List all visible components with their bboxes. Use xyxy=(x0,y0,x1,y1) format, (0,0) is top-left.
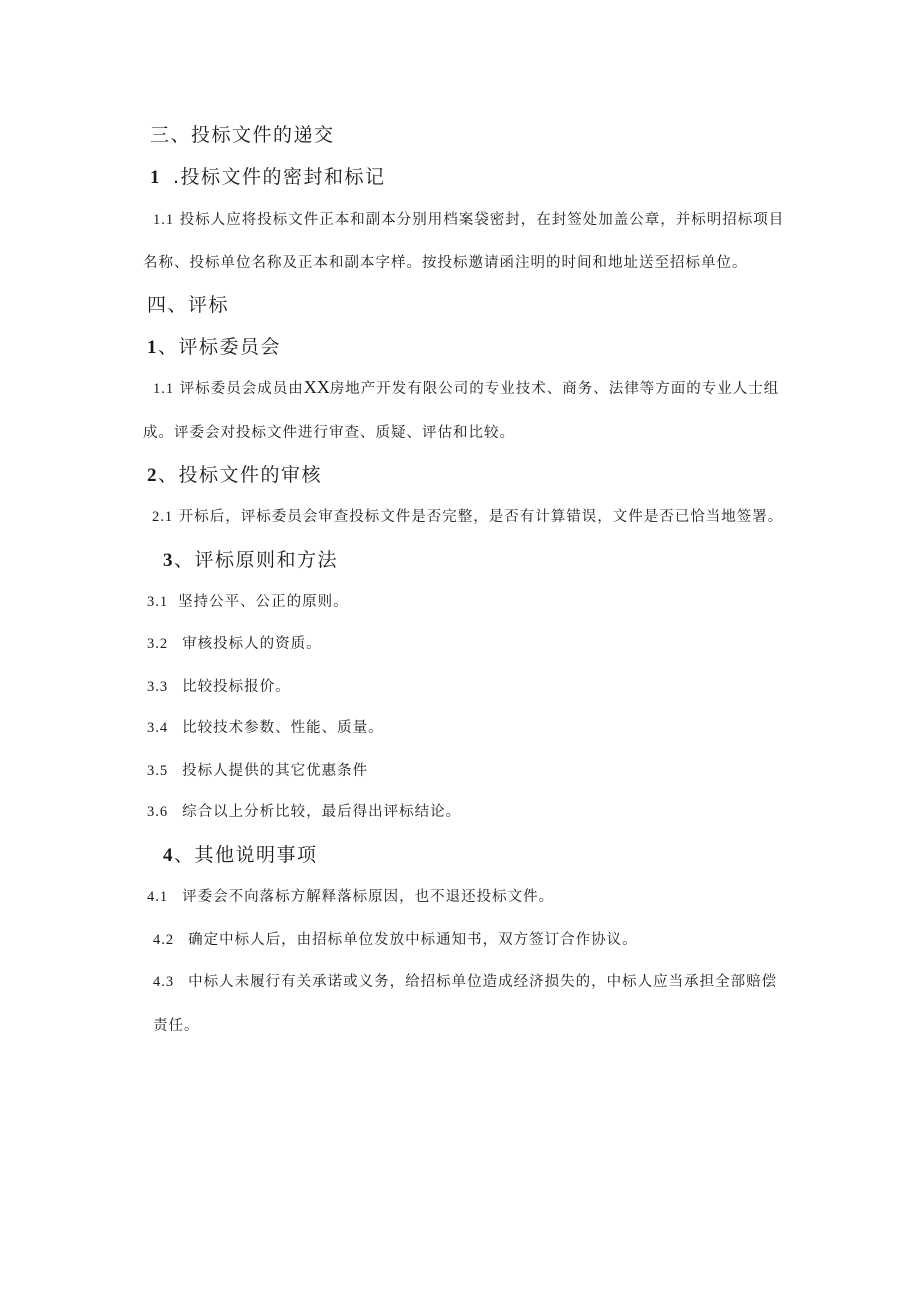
list-item-number: 3.1 xyxy=(147,594,169,610)
subsection-4-4-heading xyxy=(163,840,318,867)
list-item-text: 确定中标人后，由招标单位发放中标通知书，双方签订合作协议。 xyxy=(188,932,638,948)
subsection-4-1-number: 1 xyxy=(147,337,158,358)
list-item-number: 3.3 xyxy=(147,679,169,695)
subsection-4-4-number: 4 xyxy=(163,845,174,866)
list-item-3-1 xyxy=(147,590,349,611)
list-item-text: 投标人提供的其它优惠条件 xyxy=(182,763,369,779)
list-item-4-2 xyxy=(153,928,638,949)
list-item-number: 3.4 xyxy=(147,720,169,736)
list-item-number: 3.6 xyxy=(147,804,169,820)
subsection-4-3-heading xyxy=(163,545,338,572)
paragraph-4-2-1 xyxy=(152,505,783,526)
list-item-text: 比较技术参数、性能、质量。 xyxy=(182,720,384,736)
subsection-4-1-heading xyxy=(147,332,281,359)
subsection-3-1-heading xyxy=(150,162,386,189)
paragraph-4-1-1-number: 1.1 xyxy=(153,381,175,397)
subsection-4-2-number: 2 xyxy=(147,465,158,486)
list-item-text: 综合以上分析比较，最后得出评标结论。 xyxy=(182,804,462,820)
paragraph-4-1-1-text-a: 评标委员会成员由 xyxy=(179,381,304,397)
subsection-3-1-title: .投标文件的密封和标记 xyxy=(173,166,386,188)
paragraph-4-1-1-line-2: 成。评委会对投标文件进行审查、质疑、评估和比较。 xyxy=(143,425,515,441)
list-item-4-1 xyxy=(147,885,554,906)
section-3-title: 三、投标文件的递交 xyxy=(150,124,335,146)
paragraph-4-2-1-text: 开标后，评标委员会审查投标文件是否完整，是否有计算错误，文件是否已恰当地签署。 xyxy=(178,509,784,525)
list-item-number: 4.1 xyxy=(147,889,169,905)
list-item-number: 3.5 xyxy=(147,763,169,779)
list-item-text: 评委会不向落标方解释落标原因，也不退还投标文件。 xyxy=(182,889,555,905)
paragraph-4-2-1-number: 2.1 xyxy=(152,509,174,525)
paragraph-3-1-1-line-1 xyxy=(153,208,784,229)
paragraph-3-1-1-text: 投标人应将投标文件正本和副本分别用档案袋密封，在封签处加盖公章，并标明招标项目 xyxy=(179,212,785,228)
company-placeholder-xx: XX xyxy=(303,377,330,397)
list-item-text: 审核投标人的资质。 xyxy=(182,636,322,652)
paragraph-4-1-1-line-1 xyxy=(153,377,779,398)
subsection-4-4-title: 、其他说明事项 xyxy=(174,844,318,866)
paragraph-3-1-1-number: 1.1 xyxy=(153,212,175,228)
list-item-text: 坚持公平、公正的原则。 xyxy=(178,594,349,610)
subsection-4-1-title: 、评标委员会 xyxy=(158,336,282,358)
paragraph-4-1-1-text-c: 房地产开发有限公司的专业技术、商务、法律等方面的专业人士组 xyxy=(329,381,780,397)
subsection-4-2-heading xyxy=(147,460,322,487)
list-item-3-4 xyxy=(147,716,384,737)
paragraph-4-4-3-line-1 xyxy=(153,970,777,991)
paragraph-4-4-3-text: 中标人未履行有关承诺或义务，给招标单位造成经济损失的，中标人应当承担全部赔偿 xyxy=(188,974,778,990)
list-item-3-2 xyxy=(147,632,322,653)
subsection-4-3-title: 、评标原则和方法 xyxy=(174,549,339,571)
list-item-text: 比较投标报价。 xyxy=(182,679,291,695)
paragraph-3-1-1-line-2: 名称、投标单位名称及正本和副本字样。按投标邀请函注明的时间和地址送至招标单位。 xyxy=(143,255,748,271)
subsection-4-3-number: 3 xyxy=(163,550,174,571)
list-item-3-3 xyxy=(147,675,291,696)
paragraph-4-4-3-number: 4.3 xyxy=(153,974,175,990)
subsection-3-1-number: 1 xyxy=(150,167,161,188)
list-item-number: 3.2 xyxy=(147,636,169,652)
paragraph-4-4-3-line-2: 责任。 xyxy=(153,1018,200,1034)
list-item-3-6 xyxy=(147,800,461,821)
list-item-3-5 xyxy=(147,759,368,780)
subsection-4-2-title: 、投标文件的审核 xyxy=(158,464,323,486)
list-item-number: 4.2 xyxy=(153,932,175,948)
section-4-title: 四、评标 xyxy=(147,294,230,316)
